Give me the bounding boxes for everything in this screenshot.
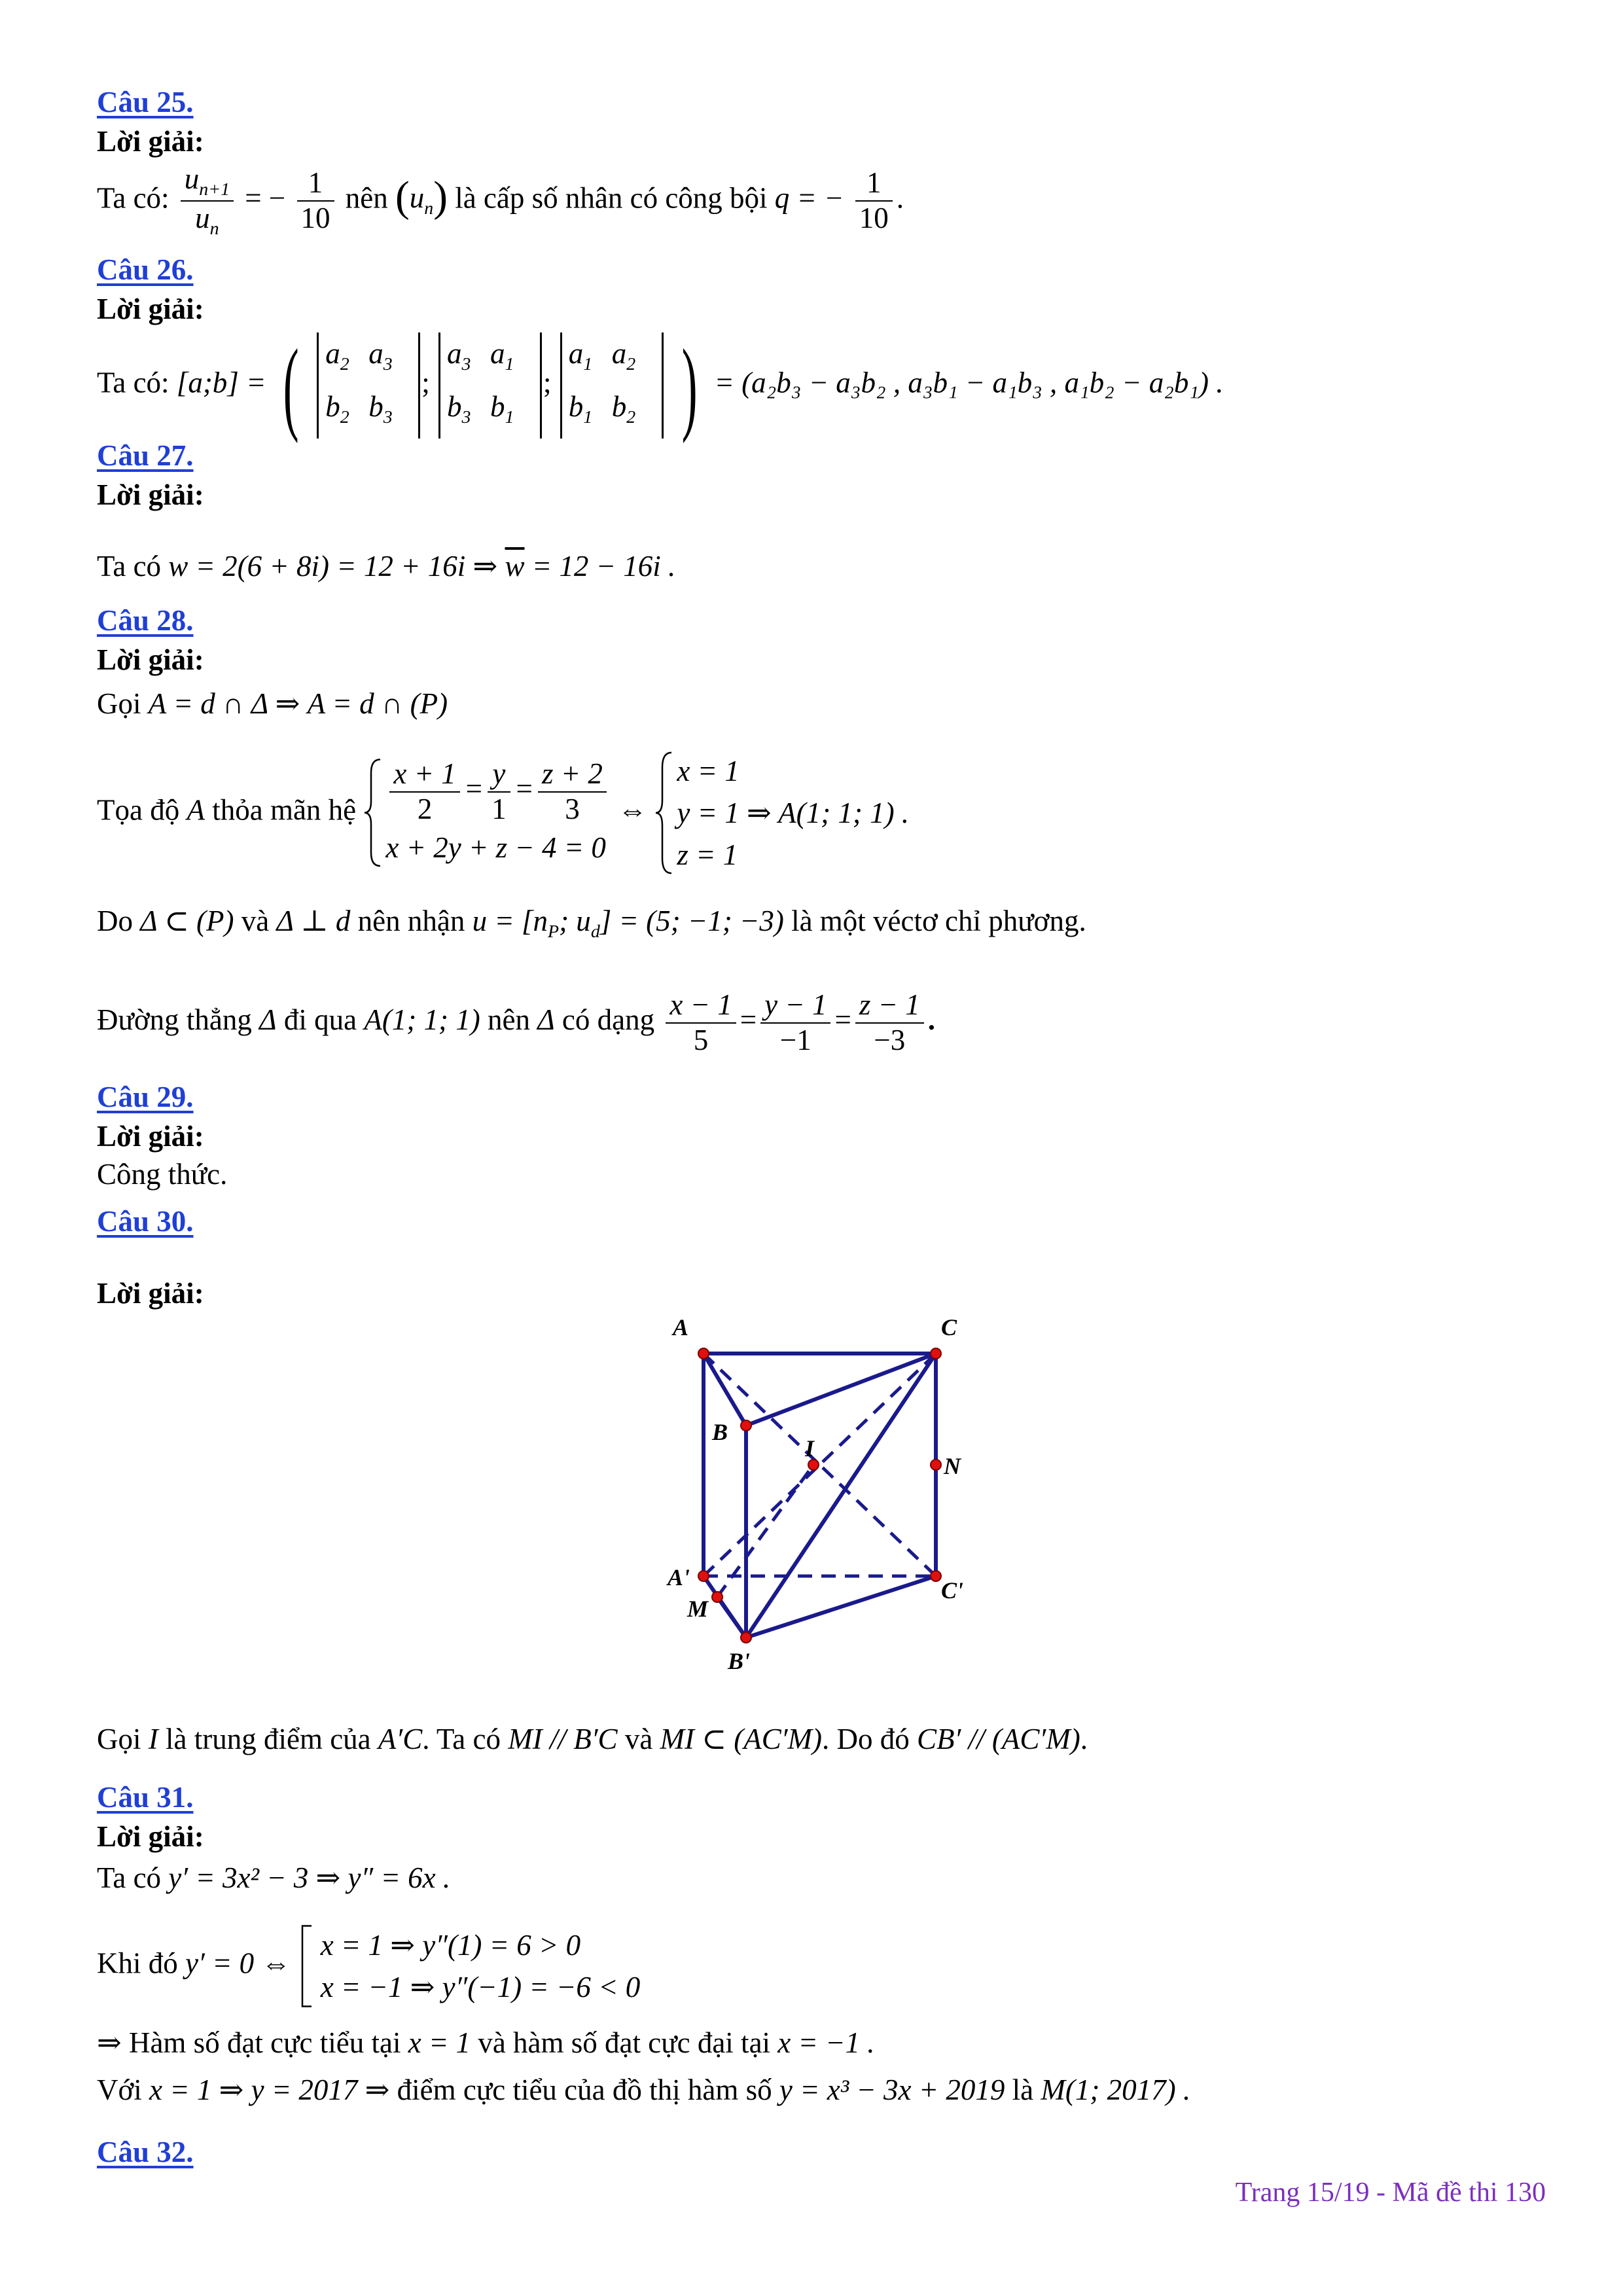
q31-line-4: Với x = 1 ⇒ y = 2017 ⇒ điểm cực tiểu của đồ thị hàm số y = x³ − 3x + 2019 là M(1; 2017) . xyxy=(97,2073,1191,2106)
label-A-prime: A' xyxy=(668,1564,690,1590)
q31-line-2: Khi đó y′ = 0 ⇔ x = 1 ⇒ y″(1) = 6 > 0 x = −1 ⇒ y″(−1) = −6 < 0 xyxy=(97,1924,640,2008)
question-29-heading[interactable]: Câu 29. xyxy=(97,1081,194,1113)
q28-line-2: Tọa độ A thỏa mãn hệ $\frac{x + 1}{2}$ = $\frac{y}{1}$ = $\frac{z + 2}{3}$ x + 2y + z − 4 = 0 ⇔ x = 1 y = 1 ⇒ A(1; 1; 1) . z = 1 xyxy=(97,750,909,876)
point-B xyxy=(741,1420,751,1431)
fraction: $\frac{u_{n+1}}{u_n}$ xyxy=(181,162,234,240)
q28-line-1: Gọi A = d ∩ Δ ⇒ A = d ∩ (P) xyxy=(97,687,448,720)
label-I: I xyxy=(805,1435,815,1462)
q30-line-1: Gọi I là trung điểm của A′C. Ta có MI // B′C và MI ⊂ (AC′M). Do đó CB′ // (AC′M). xyxy=(97,1723,1088,1755)
question-25-heading[interactable]: Câu 25. xyxy=(97,86,194,118)
solution-label: Lời giải: xyxy=(97,643,204,676)
solution-label: Lời giải: xyxy=(97,1120,204,1153)
equation-system-1: $\frac{x + 1}{2}$ = $\frac{y}{1}$ = $\frac{z + 2}{3}$ x + 2y + z − 4 = 0 xyxy=(363,757,610,869)
solution-label: Lời giải: xyxy=(97,478,204,511)
q31-line-3: ⇒ Hàm số đạt cực tiểu tại x = 1 và hàm số đạt cực đại tại x = −1 . xyxy=(97,2026,875,2059)
determinant-3: $a_1$ $a_2$ $b_1$ $b_2$ xyxy=(560,332,664,439)
page-footer: Trang 15/19 - Mã đề thi 130 xyxy=(1235,2178,1546,2208)
determinant-2: $a_3$ $a_1$ $b_3$ $b_1$ xyxy=(438,332,542,439)
point-A-prime xyxy=(698,1571,709,1581)
prism-figure xyxy=(654,1309,995,1689)
q27-line-1: Ta có w = 2(6 + 8i) = 12 + 16i ⇒ $\overline{w} = 12 - 16i$ . xyxy=(97,550,676,583)
question-31-heading[interactable]: Câu 31. xyxy=(97,1781,194,1814)
q25-line-1: Ta có: $\frac{u_{n+1}}{u_n}$ = − $\frac{1}{10}$ nên $(u_n)$ là cấp số nhân có công bội q = − $\frac{1}{10}$ . xyxy=(97,162,904,240)
point-M xyxy=(712,1592,722,1602)
label-B-prime: B' xyxy=(728,1648,751,1674)
question-27-heading[interactable]: Câu 27. xyxy=(97,439,194,472)
q29-line-1: Công thức. xyxy=(97,1158,228,1191)
solution-label: Lời giải: xyxy=(97,293,204,325)
label-C: C xyxy=(941,1314,957,1340)
q28-line-4: Đường thẳng Δ đi qua A(1; 1; 1) nên Δ có dạng $\frac{x - 1}{5}$ = $\frac{y - 1}{-1}$ = $\frac{z - 1}{-3}$ . xyxy=(97,988,935,1056)
question-26-heading[interactable]: Câu 26. xyxy=(97,253,194,286)
solution-label: Lời giải: xyxy=(97,1277,204,1310)
determinant-1: $a_2$ $a_3$ $b_2$ $b_3$ xyxy=(317,332,420,439)
question-32-heading[interactable]: Câu 32. xyxy=(97,2136,194,2168)
q28-line-3: Do Δ ⊂ (P) và Δ ⊥ d nên nhận $u = [n_P$; $u_d] = (5$; −1; −3) là một véctơ chỉ phương. xyxy=(97,905,1086,942)
question-28-heading[interactable]: Câu 28. xyxy=(97,604,194,637)
solution-label: Lời giải: xyxy=(97,125,204,158)
label-M: M xyxy=(687,1596,709,1622)
label-C-prime: C' xyxy=(941,1577,964,1604)
point-C-prime xyxy=(931,1571,941,1581)
equation-bracket: x = 1 ⇒ y″(1) = 6 > 0 x = −1 ⇒ y″(−1) = −6 < 0 xyxy=(298,1924,641,2008)
point-B-prime xyxy=(741,1632,751,1643)
equation-system-2: x = 1 y = 1 ⇒ A(1; 1; 1) . z = 1 xyxy=(654,750,909,876)
question-30-heading[interactable]: Câu 30. xyxy=(97,1205,194,1238)
point-N xyxy=(931,1460,941,1470)
q26-line-1: Ta có: [a;b] = ( $a_2$ $a_3$ $b_2$ $b_3$ ; $a_3$ $a_1$ $b_3$ $b_1$ ; $a_1$ $a_2$ $b_1$ $b_2$ ) = (a₂b₃ − a₃b₂ , a₃b₁ − a₁b₃ , a₁b₂ − a₂b₁) . xyxy=(97,327,1224,444)
point-A xyxy=(698,1348,709,1359)
label-A: A xyxy=(673,1314,689,1340)
point-C xyxy=(931,1348,941,1359)
label-N: N xyxy=(944,1453,961,1479)
q31-line-1: Ta có y′ = 3x² − 3 ⇒ y″ = 6x . xyxy=(97,1861,451,1894)
label-B: B xyxy=(712,1419,728,1445)
solution-label: Lời giải: xyxy=(97,1820,204,1853)
